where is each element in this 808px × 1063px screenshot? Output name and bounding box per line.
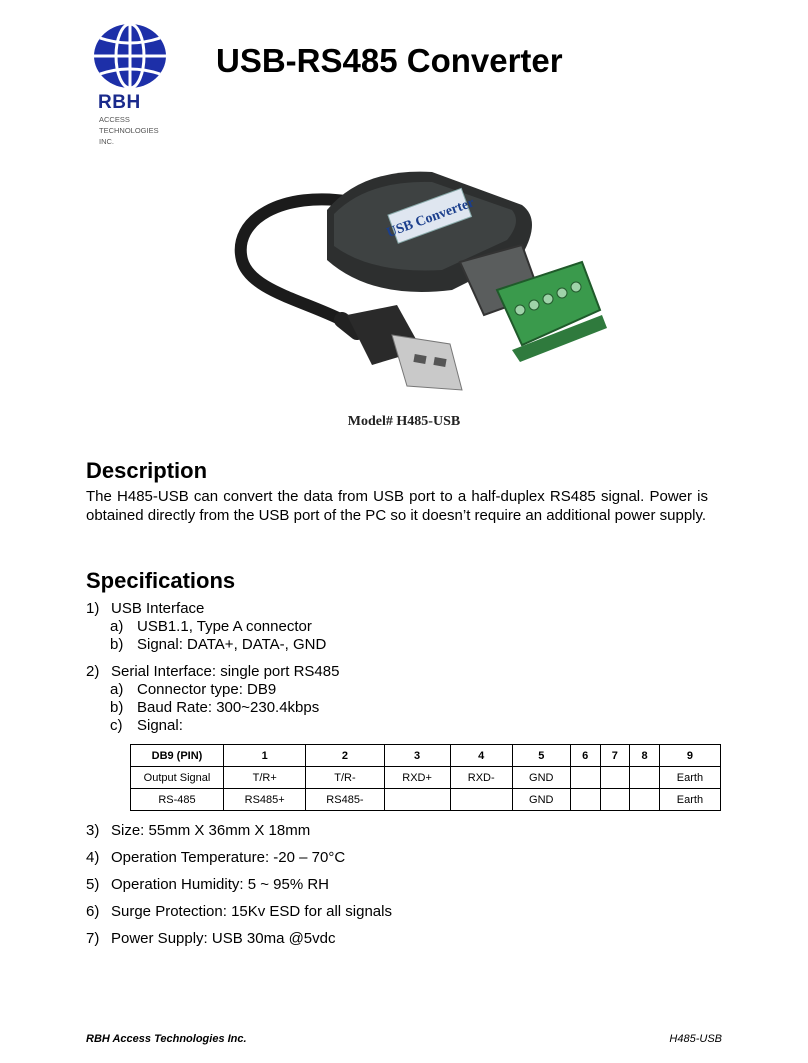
product-image (222, 150, 612, 408)
spec-number: 5) (86, 876, 100, 893)
spec-number: b) (110, 699, 124, 716)
globe-icon (92, 22, 172, 94)
spec-number: 2) (86, 663, 100, 680)
spec-number: 1) (86, 600, 100, 617)
table-cell (630, 789, 660, 811)
spec-text: Signal: DATA+, DATA-, GND (137, 636, 327, 653)
page-title: USB-RS485 Converter (216, 42, 563, 79)
table-header-cell: 3 (384, 745, 450, 767)
spec-text: Surge Protection: 15Kv ESD for all signals (111, 903, 392, 920)
specifications-heading: Specifications (86, 568, 236, 593)
table-cell: T/R+ (224, 767, 306, 789)
footer-model: H485-USB (669, 1033, 722, 1045)
table-cell (450, 789, 512, 811)
spec-number: c) (110, 717, 123, 734)
table-cell (600, 767, 630, 789)
spec-text: Signal: (137, 717, 183, 734)
table-cell: RS485+ (224, 789, 306, 811)
spec-text: USB1.1, Type A connector (137, 618, 312, 635)
table-header-cell: 2 (306, 745, 384, 767)
table-row (131, 789, 721, 811)
table-cell: RS485- (306, 789, 384, 811)
table-header-cell: 7 (600, 745, 630, 767)
spec-number: a) (110, 681, 124, 698)
image-caption: Model# H485-USB (347, 414, 461, 429)
table-header-cell: DB9 (PIN) (131, 745, 224, 767)
db9-pin-table (130, 744, 721, 811)
table-header-cell: 9 (659, 745, 720, 767)
table-cell (570, 789, 600, 811)
table-cell (384, 789, 450, 811)
table-header-cell: 8 (630, 745, 660, 767)
spec-text: USB Interface (111, 600, 205, 617)
spec-text: Connector type: DB9 (137, 681, 277, 698)
table-cell: GND (512, 789, 570, 811)
spec-text: Power Supply: USB 30ma @5vdc (111, 930, 336, 947)
table-cell: RXD- (450, 767, 512, 789)
table-cell (630, 767, 660, 789)
spec-text: Serial Interface: single port RS485 (111, 663, 340, 680)
spec-number: 4) (86, 849, 100, 866)
table-cell: GND (512, 767, 570, 789)
spec-number: 7) (86, 930, 100, 947)
table-header-cell: 5 (512, 745, 570, 767)
table-cell: Output Signal (131, 767, 224, 789)
company-logo (92, 22, 174, 146)
spec-number: b) (110, 636, 124, 653)
spec-number: 6) (86, 903, 100, 920)
table-cell: RS-485 (131, 789, 224, 811)
spec-number: 3) (86, 822, 100, 839)
spec-text: Operation Temperature: -20 – 70°C (111, 849, 346, 866)
spec-text: Baud Rate: 300~230.4kbps (137, 699, 320, 716)
table-cell: RXD+ (384, 767, 450, 789)
table-cell (570, 767, 600, 789)
table-cell: Earth (659, 767, 720, 789)
spec-text: Size: 55mm X 36mm X 18mm (111, 822, 311, 839)
description-text: The H485-USB can convert the data from USB port to a half-duplex RS485 signal. Power is obtained directly from the USB port of the PC so it doesn’t require an additional power supply. (86, 488, 708, 524)
product-label: USB Converter (384, 195, 477, 241)
footer-company: RBH Access Technologies Inc. (86, 1033, 247, 1045)
table-row (131, 767, 721, 789)
spec-number: a) (110, 618, 124, 635)
table-cell: T/R- (306, 767, 384, 789)
description-heading: Description (86, 458, 208, 483)
logo-subtitle: ACCESS TECHNOLOGIES INC. (99, 115, 159, 146)
logo-wordmark: RBH (98, 92, 141, 113)
spec-text: Operation Humidity: 5 ~ 95% RH (111, 876, 330, 893)
table-header-cell: 6 (570, 745, 600, 767)
table-cell (600, 789, 630, 811)
table-header-cell: 4 (450, 745, 512, 767)
table-cell: Earth (659, 789, 720, 811)
table-header-row (131, 745, 721, 767)
table-header-cell: 1 (224, 745, 306, 767)
